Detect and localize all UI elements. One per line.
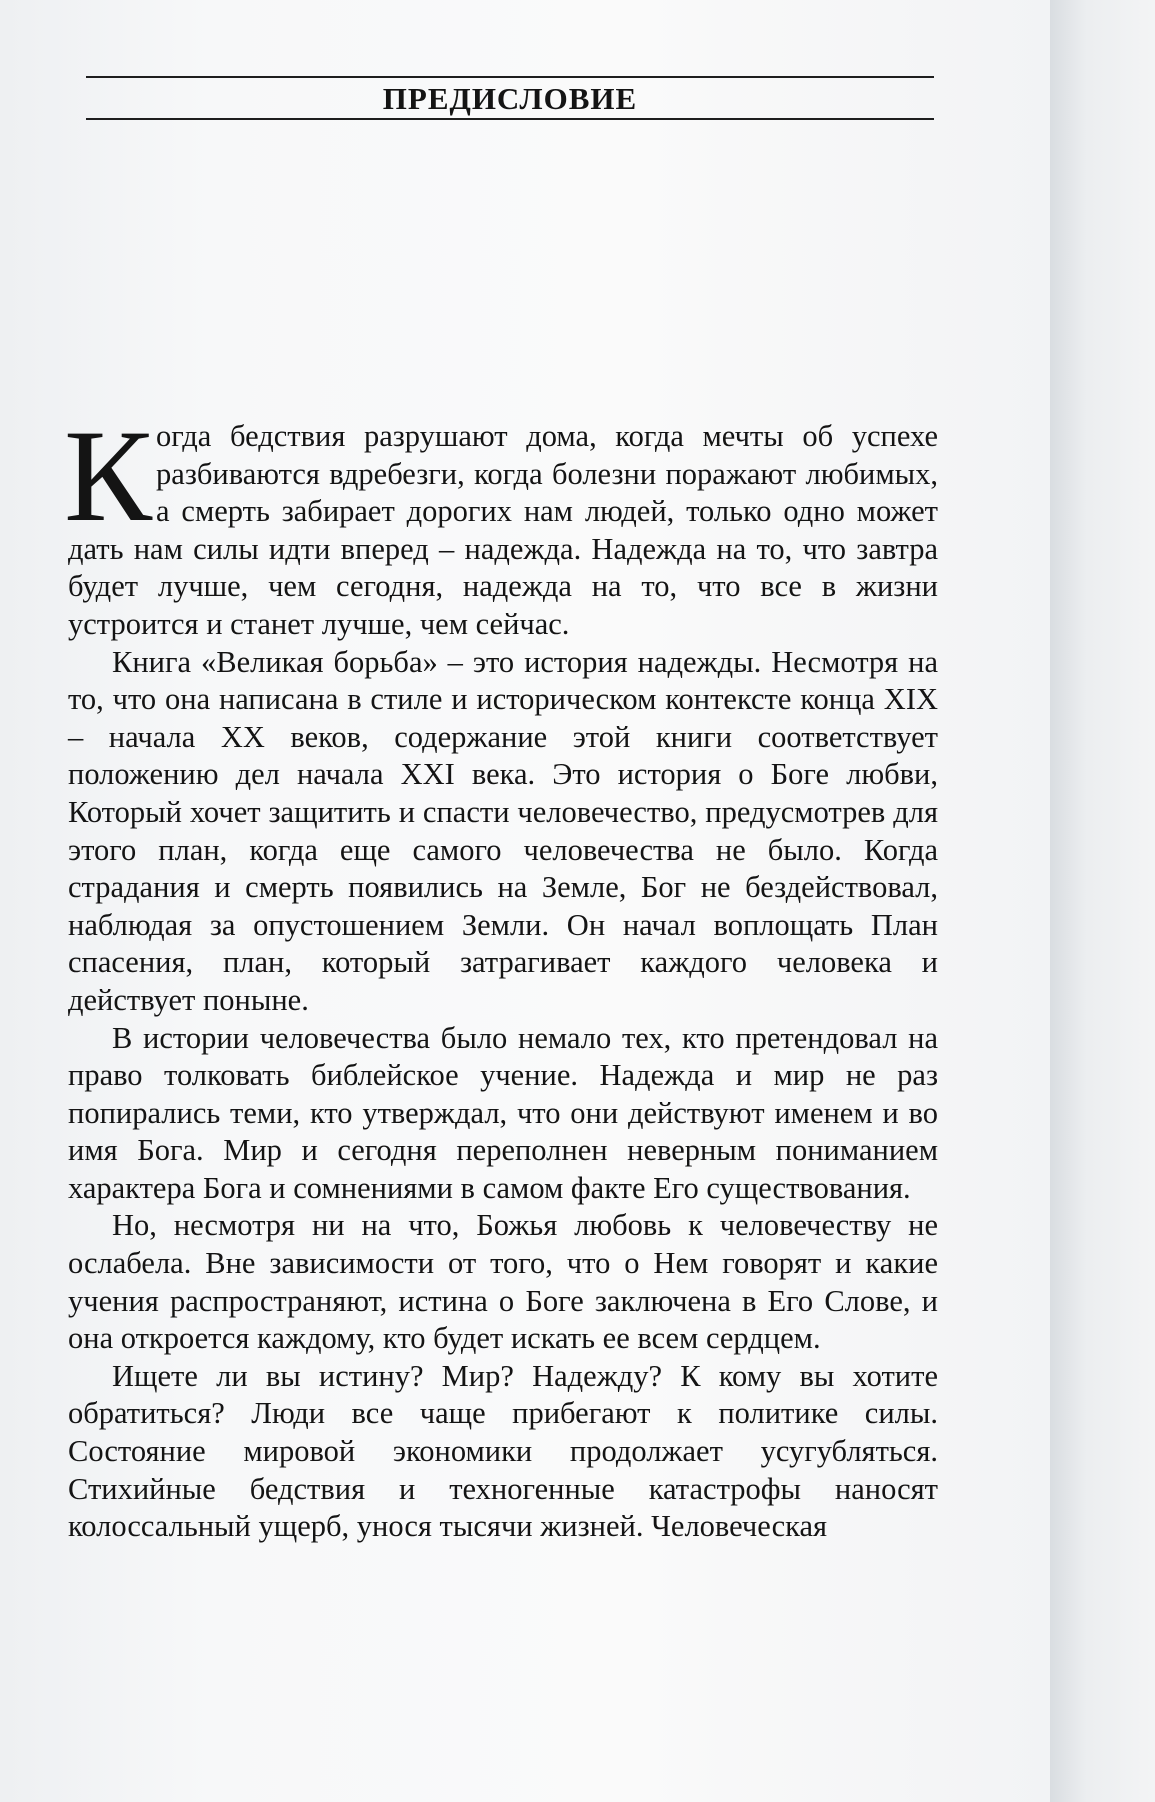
paragraph-5: Ищете ли вы истину? Мир? Надежду? К кому вы хотите обратиться? Люди все чаще прибегают к политике силы. Состояние мировой экономики продолжает усугубляться. Стихийные бедствия и техногенные катастрофы наносят колоссальный ущерб, унося тысячи жизней. Человеческая — [68, 1358, 938, 1544]
chapter-title: ПРЕДИСЛОВИЕ — [382, 81, 638, 116]
body-text — [64, 402, 938, 1546]
paragraph-1-text: огда бедствия разрушают дома, когда мечты об успехе разбиваются вдребезги, когда болезни поражают любимых, а смерть забирает дорогих нам людей, только одно может дать нам силы идти вперед – надежда. Надежда на то, что завтра будет лучше, чем сегодня, надежда на то, что все в жизни устроится и станет лучше, чем сейчас. — [68, 419, 938, 641]
paragraph-3: В истории человечества было немало тех, кто претендовал на право толковать библейское учение. Надежда и мир не раз попирались теми, кто утверждал, что они действуют именем и во имя Бога. Мир и сегодня переполнен неверным пониманием характера Бога и сомнениями в самом факте Его существования. — [68, 1020, 938, 1205]
paragraph-4: Но, несмотря ни на что, Божья любовь к человечеству не ослабела. Вне зависимости от того, что о Нем говорят и какие учения распространяют, истина о Боге заключена в Его Слове, и она откроется каждому, кто будет искать ее всем сердцем. — [68, 1208, 938, 1356]
paragraph-1 — [64, 402, 938, 644]
header-rule-top — [86, 76, 934, 78]
header-rule-bottom — [86, 118, 934, 120]
chapter-header — [86, 68, 934, 124]
paragraph-2: Книга «Великая борьба» – это история надежды. Несмотря на то, что она написана в стиле и историческом контексте конца XIX – начала XX веков, содержание этой книги соответствует положению дел начала XXI века. Это история о Боге любви, Который хочет защитить и спасти человечество, предусмотрев для этого план, когда еще самого человечества не было. Когда страдания и смерть появились на Земле, Бог не бездействовал, наблюдая за опустошением Земли. Он начал воплощать План спасения, план, который затрагивает каждого человека и действует поныне. — [68, 644, 938, 1017]
page-edge — [1050, 0, 1155, 1802]
drop-cap: К — [64, 402, 153, 549]
